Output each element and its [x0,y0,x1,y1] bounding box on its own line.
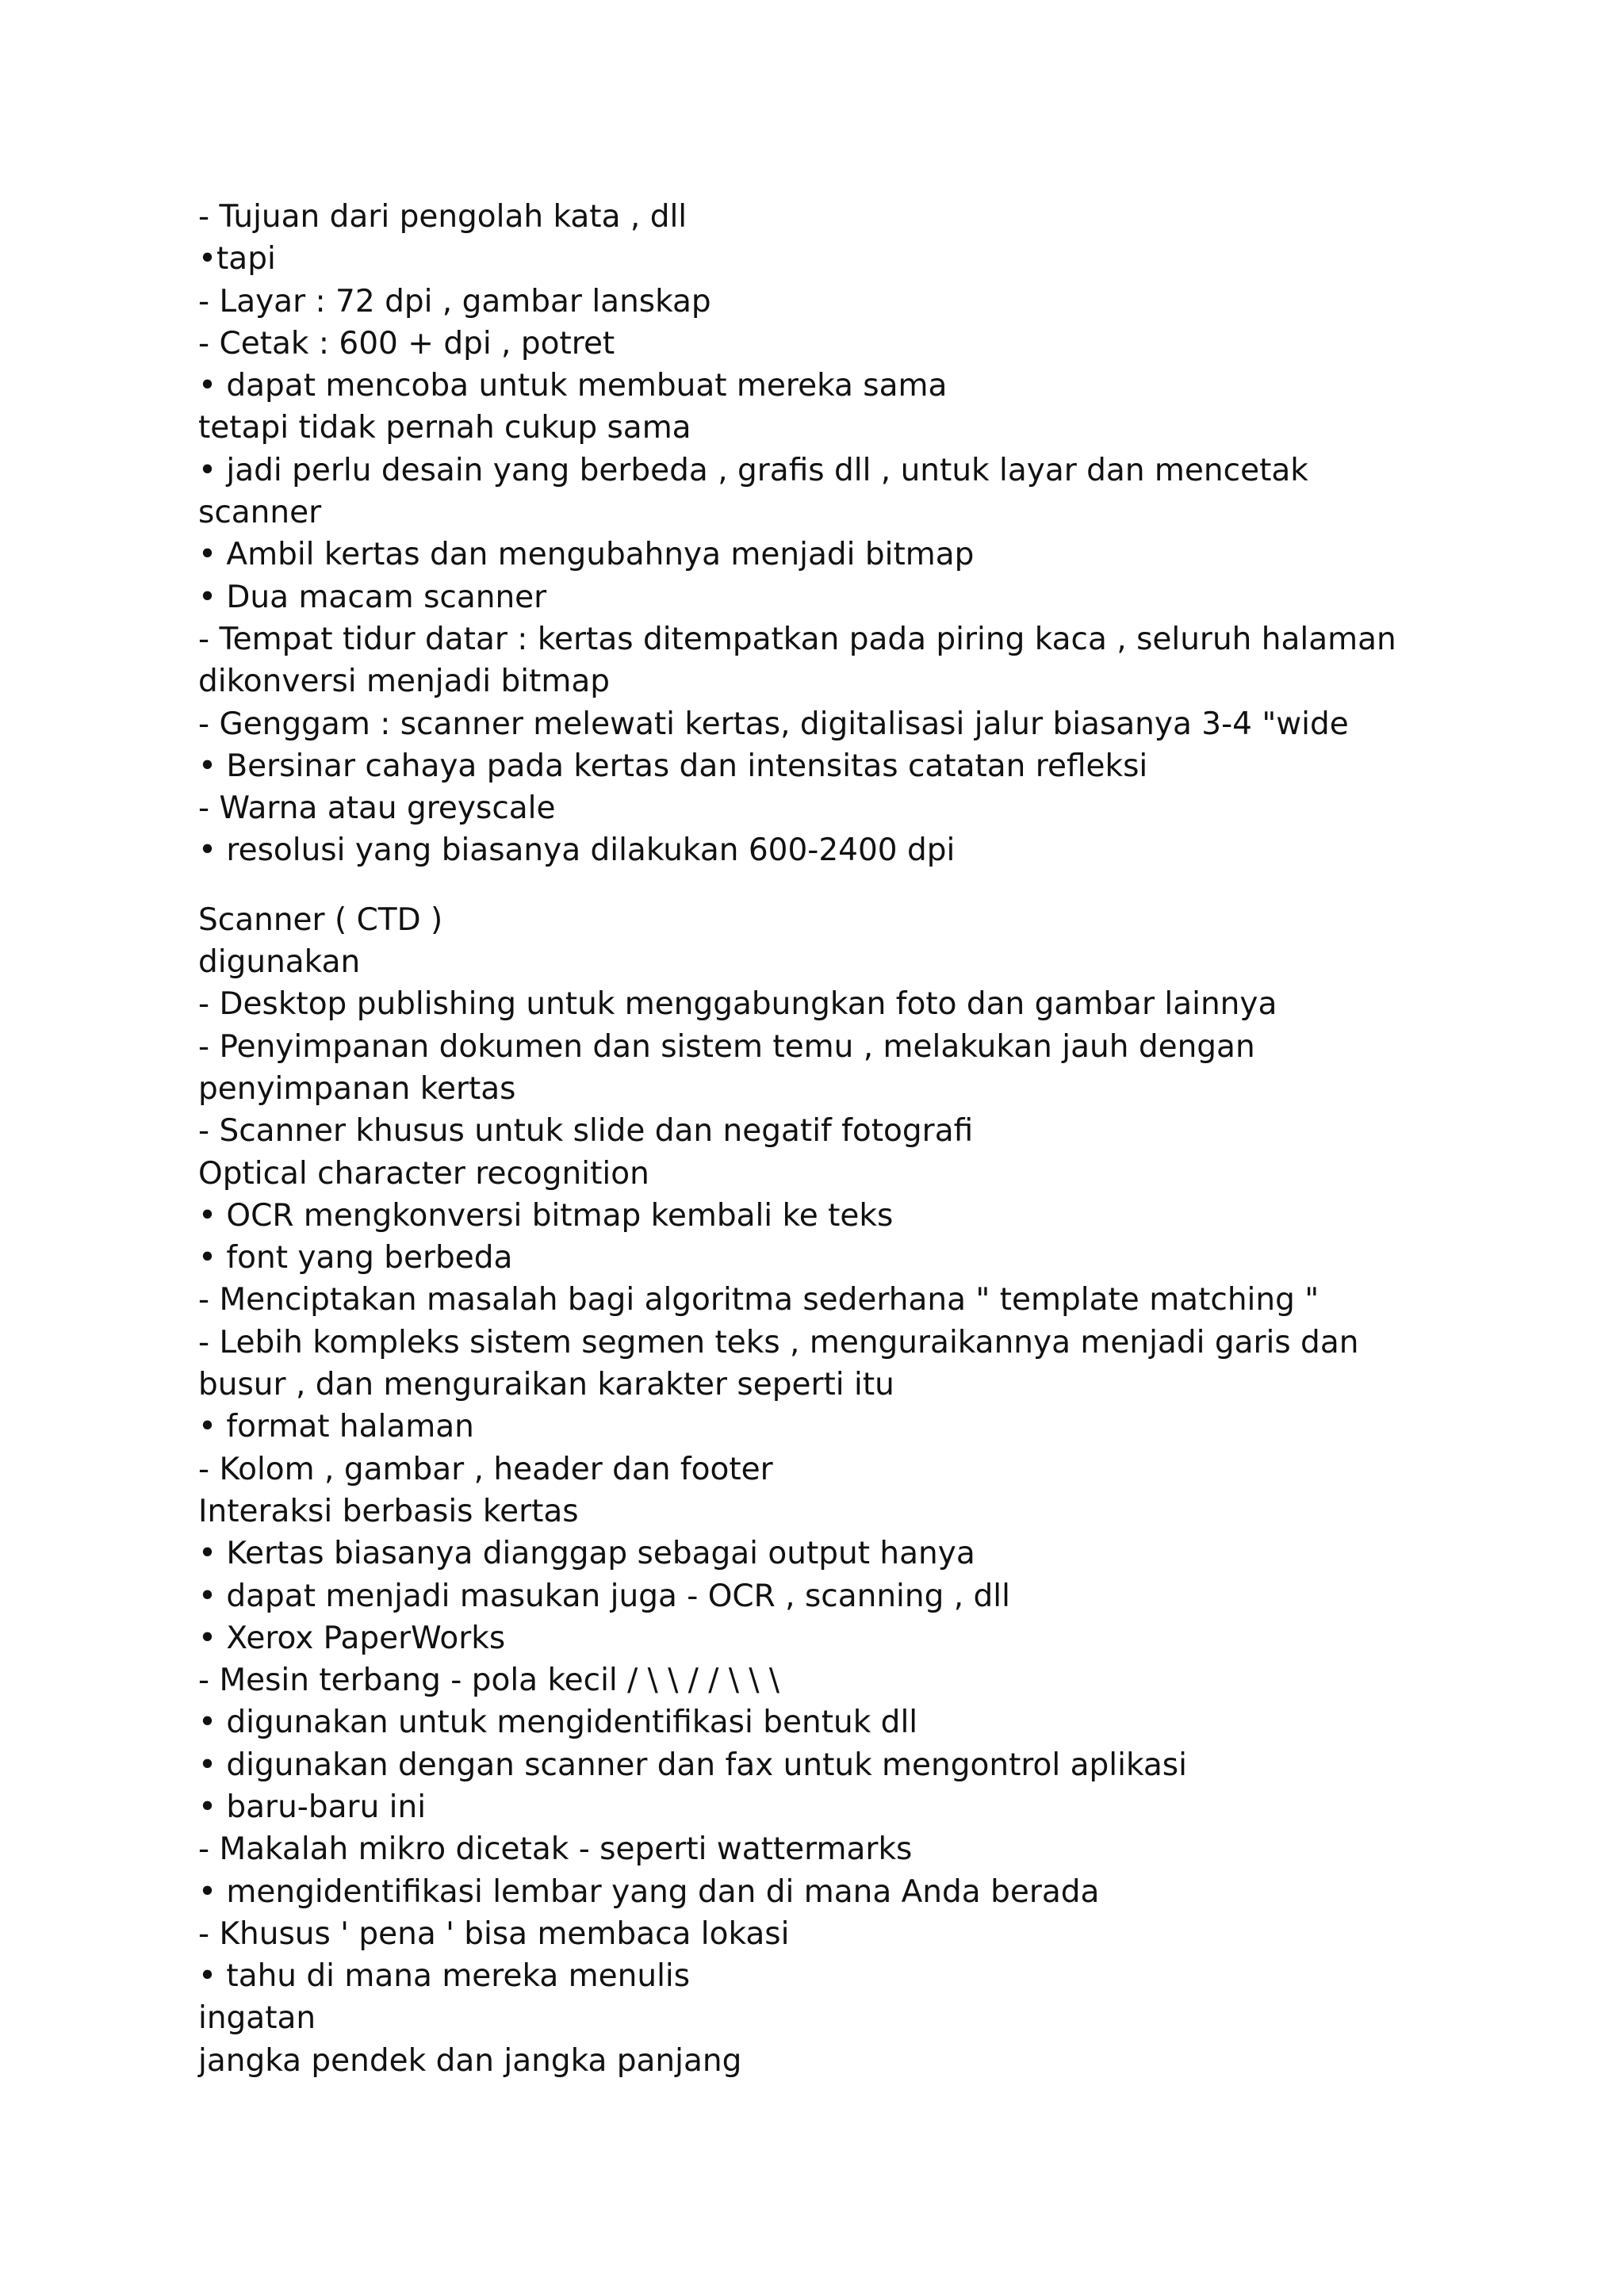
text-line: • baru-baru ini [198,1789,427,1825]
text-line: penyimpanan kertas [198,1070,516,1107]
text-line: tetapi tidak pernah cukup sama [198,410,691,446]
text-line: • dapat menjadi masukan juga - OCR , scanning , dll [198,1578,1010,1614]
text-line: • Xerox PaperWorks [198,1620,506,1656]
text-line: •tapi [198,241,276,277]
text-line: dikonversi menjadi bitmap [198,664,610,700]
text-line: • OCR mengkonversi bitmap kembali ke teks [198,1197,894,1234]
text-line: • digunakan untuk mengidentifikasi bentuk dll [198,1705,918,1741]
text-line: - Cetak : 600 + dpi , potret [198,325,615,362]
text-line: - Tujuan dari pengolah kata , dll [198,199,688,235]
text-line: • Dua macam scanner [198,579,547,615]
text-line: jangka pendek dan jangka panjang [198,2042,742,2079]
text-line: - Tempat tidur datar : kertas ditempatkan pada piring kaca , seluruh halaman [198,621,1396,657]
text-line: digunakan [198,944,361,981]
text-line: - Genggam : scanner melewati kertas, digitalisasi jalur biasanya 3-4 "wide [198,706,1349,742]
text-block-scanner-ocr [198,899,1467,2082]
text-line: - Layar : 72 dpi , gambar lanskap [198,283,711,320]
text-line: Interaksi berbasis kertas [198,1493,579,1529]
text-line: - Makalah mikro dicetak - seperti wattermarks [198,1831,913,1868]
text-line: scanner [198,495,322,531]
text-line: • jadi perlu desain yang berbeda , grafis dll , untuk layar dan mencetak [198,452,1308,488]
text-line: • tahu di mana mereka menulis [198,1958,691,1995]
text-line: Optical character recognition [198,1155,649,1192]
text-line: ingatan [198,2000,316,2037]
paragraph-gap [198,872,1467,899]
text-line: - Penyimpanan dokumen dan sistem temu , melakukan jauh dengan [198,1028,1255,1065]
text-line: Scanner ( CTD ) [198,901,443,938]
text-line: • dapat mencoba untuk membuat mereka sama [198,368,948,404]
text-line: - Kolom , gambar , header dan footer [198,1451,773,1487]
text-line: • resolusi yang biasanya dilakukan 600-2400 dpi [198,832,956,869]
text-line: - Lebih kompleks sistem segmen teks , menguraikannya menjadi garis dan [198,1324,1359,1360]
text-line: • digunakan dengan scanner dan fax untuk mengontrol aplikasi [198,1747,1187,1783]
text-line: • font yang berbeda [198,1240,513,1276]
text-line: • Bersinar cahaya pada kertas dan intensitas catatan refleksi [198,748,1148,784]
text-block-output-devices [198,196,1467,872]
text-line: - Khusus ' pena ' bisa membaca lokasi [198,1915,790,1952]
text-line: - Scanner khusus untuk slide dan negatif fotografi [198,1113,974,1150]
text-line: • Ambil kertas dan mengubahnya menjadi bitmap [198,537,975,573]
text-line: - Menciptakan masalah bagi algoritma sederhana " template matching " [198,1282,1320,1318]
text-line: - Desktop publishing untuk menggabungkan foto dan gambar lainnya [198,986,1277,1023]
document-body [198,196,1467,2082]
text-line: • mengidentifikasi lembar yang dan di mana Anda berada [198,1873,1100,1910]
text-line: - Warna atau greyscale [198,790,556,827]
text-line: - Mesin terbang - pola kecil / \ \ / / \ \ \ [198,1663,780,1699]
text-line: busur , dan menguraikan karakter seperti itu [198,1367,894,1403]
text-line: • Kertas biasanya dianggap sebagai output hanya [198,1536,975,1572]
text-line: • format halaman [198,1409,474,1445]
